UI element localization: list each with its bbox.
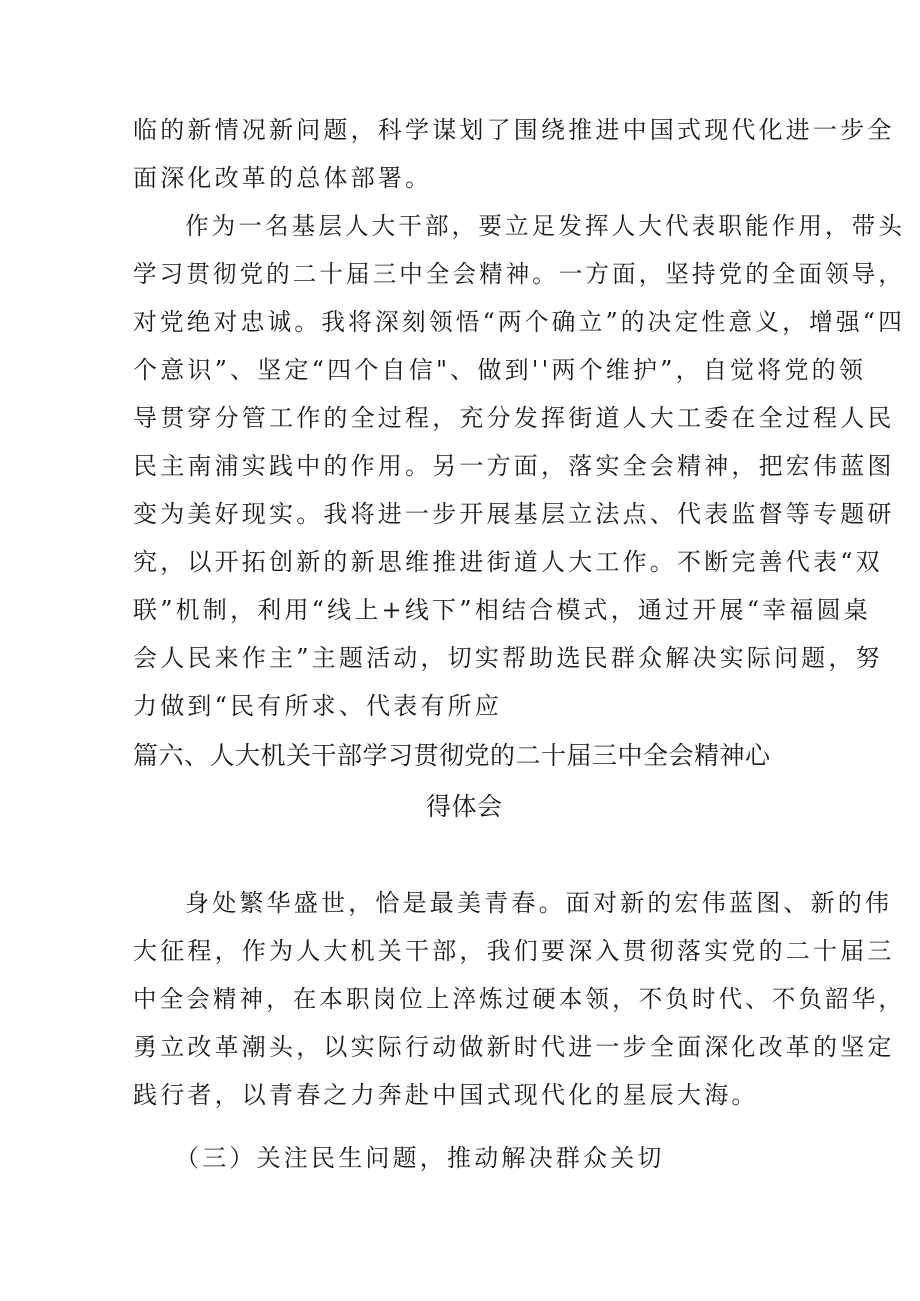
text-line: 民主南浦实践中的作用。另一方面，落实全会精神，把宏伟蓝图 — [133, 452, 895, 480]
text-line: 勇立改革潮头，以实际行动做新时代进一步全面深化改革的坚定 — [133, 1033, 895, 1061]
text-line: 临的新情况新问题，科学谋划了围绕推进中国式现代化进一步全 — [133, 116, 895, 144]
text-line: 对党绝对忠诚。我将深刻领悟“两个确立”的决定性意义，增强“四 — [133, 308, 905, 336]
text-line: 作为一名基层人大干部，要立足发挥人大代表职能作用，带头 — [185, 212, 906, 240]
text-line: 导贯穿分管工作的全过程，充分发挥街道人大工委在全过程人民 — [133, 404, 895, 432]
text-line: 践行者，以青春之力奔赴中国式现代化的星辰大海。 — [133, 1081, 759, 1109]
text-line: 个意识”、坚定“四个自信"、做到''两个维护”，自觉将党的领 — [133, 356, 867, 384]
text-line: 中全会精神，在本职岗位上淬炼过硬本领，不负时代、不负韶华， — [133, 985, 906, 1013]
text-line: 联”机制，利用“线上+线下”相结合模式，通过开展“幸福圆桌 — [133, 596, 871, 624]
text-line: 究，以开拓创新的新思维推进街道人大工作。不断完善代表“双 — [133, 548, 883, 576]
subheading: （三）关注民生问题，推动解决群众关切 — [175, 1144, 665, 1172]
text-line: 面深化改革的总体部署。 — [133, 164, 433, 192]
text-line: 大征程，作为人大机关干部，我们要深入贯彻落实党的二十届三 — [133, 937, 895, 965]
heading-line-1: 篇六、人大机关干部学习贯彻党的二十届三中全会精神心 — [133, 741, 771, 770]
heading-line-2: 得体会 — [426, 792, 503, 821]
text-line: 力做到“民有所求、代表有所应 — [133, 692, 503, 720]
text-line: 身处繁华盛世，恰是最美青春。面对新的宏伟蓝图、新的伟 — [185, 889, 893, 917]
text-line: 会人民来作主”主题活动，切实帮助选民群众解决实际问题，努 — [133, 644, 883, 672]
text-line: 变为美好现实。我将进一步开展基层立法点、代表监督等专题研 — [133, 500, 895, 528]
text-line: 学习贯彻党的二十届三中全会精神。一方面，坚持党的全面领导， — [133, 260, 906, 288]
